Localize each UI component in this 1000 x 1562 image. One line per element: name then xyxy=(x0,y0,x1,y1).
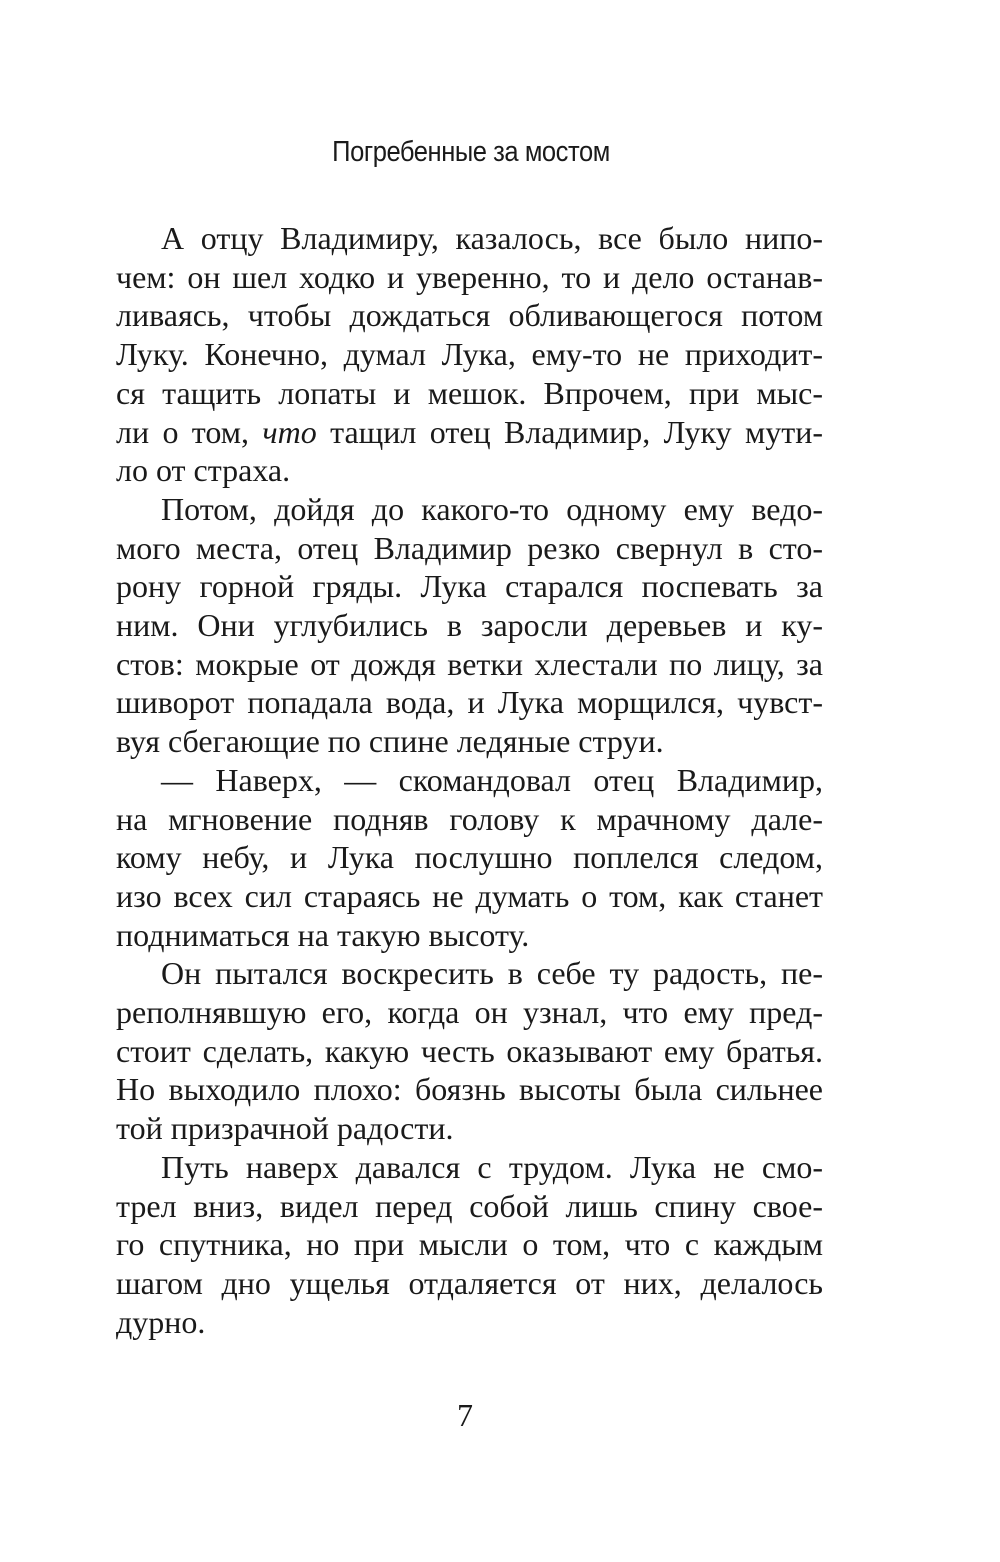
emphasis: что xyxy=(262,413,317,450)
text-line: подниматься на такую высоту. xyxy=(116,916,530,953)
text-line: ся тащить лопаты и мешок. Впрочем, при мыс- xyxy=(116,374,823,411)
text-line: — Наверх, — скомандовал отец Владимир, xyxy=(161,761,823,798)
text-line: реполнявшую его, когда он узнал, что ему пред- xyxy=(116,994,823,1030)
text-line: стов: мокрые от дождя ветки хлестали по лицу, за xyxy=(116,645,823,682)
text-line: той призрачной радости. xyxy=(116,1110,454,1147)
text-line: дурно. xyxy=(116,1303,206,1340)
page-number: 7 xyxy=(457,1397,473,1433)
text-segment: тащил отец Владимир, Луку мути- xyxy=(316,413,824,450)
text-line: шиворот попадала вода, и Лука морщился, чувст- xyxy=(116,684,823,721)
text-line: А отцу Владимиру, казалось, все было нипо- xyxy=(161,220,823,256)
text-line: кому небу, и Лука послушно поплелся следом, xyxy=(116,839,823,876)
running-title: Погребенные за мостом xyxy=(332,136,610,168)
text-line: Но выходило плохо: боязнь высоты была сильнее xyxy=(116,1071,823,1108)
text-line: ним. Они углубились в заросли деревьев и ку- xyxy=(116,607,823,643)
text-line: изо всех сил стараясь не думать о том, как станет xyxy=(116,877,823,914)
text-line: трел вниз, видел перед собой лишь спину свое- xyxy=(116,1187,823,1224)
text-line: стоит сделать, какую честь оказывают ему братья. xyxy=(116,1032,823,1069)
text-segment: ли о том, xyxy=(116,413,263,450)
text-line: рону горной гряды. Лука старался поспевать за xyxy=(116,568,823,605)
text-line: Потом, дойдя до какого-то одному ему ведо- xyxy=(161,490,823,527)
text-line: вуя сбегающие по спине ледяные струи. xyxy=(116,723,664,760)
text-line: Путь наверх давался с трудом. Лука не смо- xyxy=(161,1148,823,1185)
text-line: на мгновение подняв голову к мрачному дале- xyxy=(116,800,823,837)
text-line: го спутника, но при мысли о том, что с каждым xyxy=(116,1226,823,1263)
text-line: мого места, отец Владимир резко свернул в сто- xyxy=(116,529,823,566)
text-line: ливаясь, чтобы дождаться обливающегося потом xyxy=(116,297,823,334)
text-line: ло от страха. xyxy=(116,452,291,489)
text-line: Он пытался воскресить в себе ту радость, пе- xyxy=(161,955,823,992)
text-line: чем: он шел ходко и уверенно, то и дело останав- xyxy=(116,258,823,295)
text-line xyxy=(116,413,823,451)
text-line: шагом дно ущелья отдаляется от них, делалось xyxy=(116,1264,823,1301)
text-line: Луку. Конечно, думал Лука, ему-то не приходит- xyxy=(116,336,823,373)
